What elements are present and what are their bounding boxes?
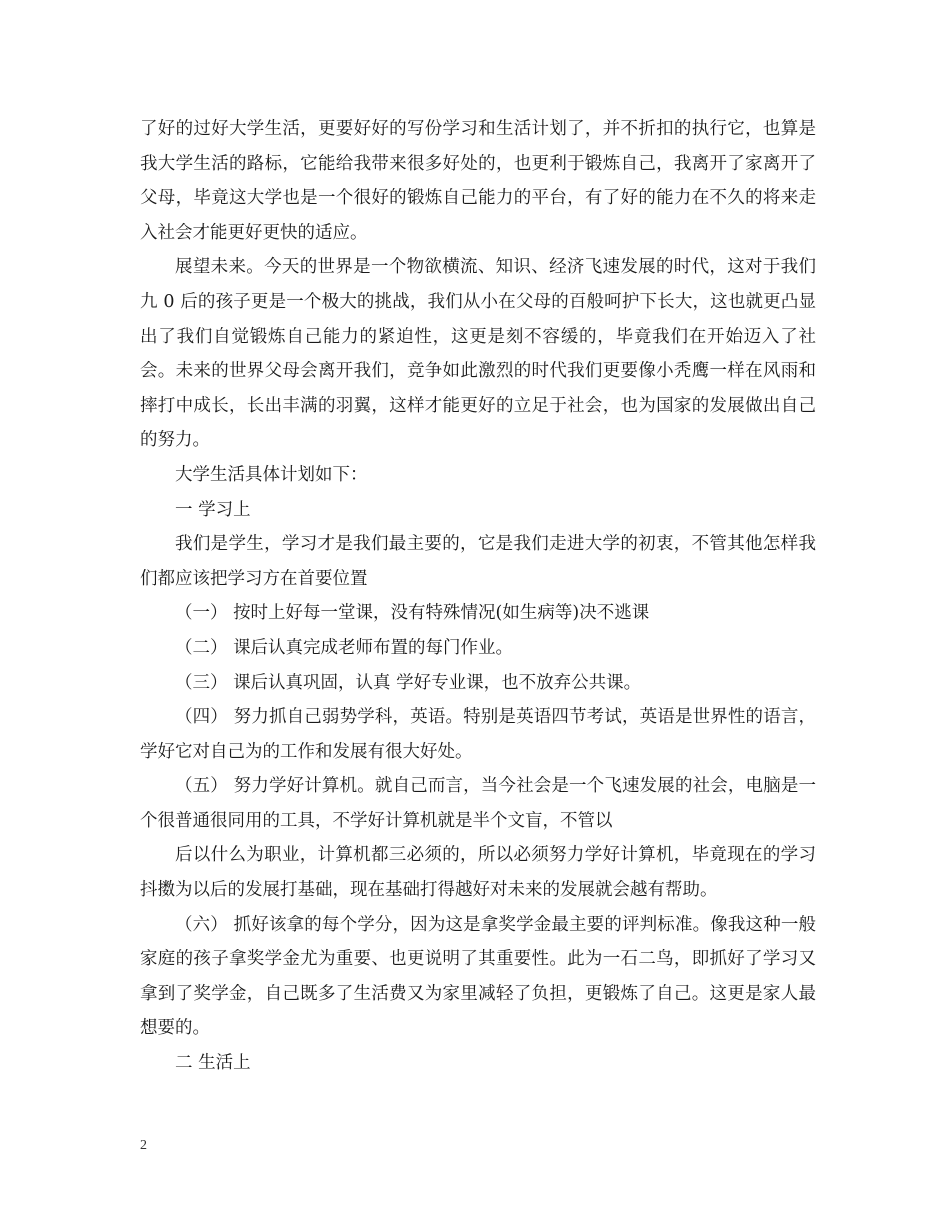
page-number: 2 (140, 1138, 147, 1153)
section-heading-study: 一 学习上 (175, 499, 251, 520)
paragraph-future-outlook: 展望未来。今天的世界是一个物欲横流、知识、经济飞速发展的时代，这对于我们九 0 后的孩子更是一个极大的挑战，我们从小在父母的百般呵护下长大，这也就更凸显出了我们自觉锻炼自己能力的紧迫性，这更是刻不容缓的，毕竟我们在开始迈入了社会。未来的世界父母会离开我们，竞争如此激烈的时代我们更要像小秃鹰一样在风雨和摔打中成长，长出丰满的羽翼，这样才能更好的立足于社会，也为国家的发展做出自己的努力。 (140, 257, 816, 451)
plan-intro: 大学生活具体计划如下： (175, 464, 368, 485)
paragraph-study-priority: 我们是学生，学习才是我们最主要的，它是我们走进大学的初衷，不管其他怎样我们都应该把学习方在首要位置 (140, 534, 816, 589)
study-item-6: （六） 抓好该拿的每个学分，因为这是拿奖学金最主要的评判标准。像我这种一般家庭的孩子拿奖学金尤为重要、也更说明了其重要性。此为一石二鸟，即抓好了学习又拿到了奖学金，自己既多了生活费又为家里减轻了负担，更锻炼了自己。这更是家人最想要的。 (140, 914, 816, 1039)
section-heading-life: 二 生活上 (175, 1053, 251, 1074)
study-item-1: （一） 按时上好每一堂课，没有特殊情况(如生病等)决不逃课 (175, 603, 650, 624)
study-item-5: （五） 努力学好计算机。就自己而言，当今社会是一个飞速发展的社会，电脑是一个很普通很同用的工具，不学好计算机就是半个文盲，不管以 (140, 776, 816, 831)
study-item-5-continued: 后以什么为职业，计算机都三必须的，所以必须努力学好计算机，毕竟现在的学习抖擞为以后的发展打基础，现在基础打得越好对未来的发展就会越有帮助。 (140, 845, 816, 901)
paragraph-continuation: 了好的过好大学生活，更要好好的写份学习和生活计划了，并不折扣的执行它，也算是我大学生活的路标，它能给我带来很多好处的，也更利于锻炼自己，我离开了家离开了父母，毕竟这大学也是一个很好的锻炼自己能力的平台，有了好的能力在不久的将来走入社会才能更好更快的适应。 (140, 119, 816, 243)
document-body (140, 112, 816, 1081)
study-item-2: （二） 课后认真完成老师布置的每门作业。 (175, 637, 514, 658)
study-item-4: （四） 努力抓自己弱势学科，英语。特别是英语四节考试，英语是世界性的语言，学好它对自己为的工作和发展有很大好处。 (140, 707, 816, 762)
study-item-3: （三） 课后认真巩固，认真 学好专业课，也不放弃公共课。 (175, 672, 642, 693)
